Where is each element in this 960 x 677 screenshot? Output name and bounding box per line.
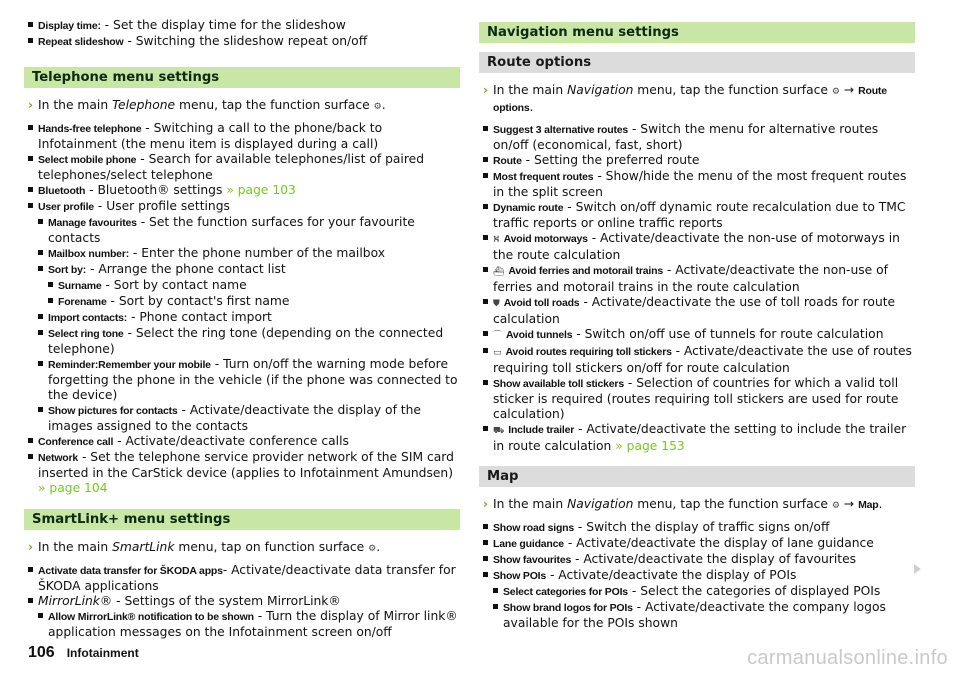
section-heading-telephone: Telephone menu settings xyxy=(24,67,460,88)
item-desc: - Set the display time for the slideshow xyxy=(100,18,346,32)
watermark: carmanualsonline.info xyxy=(747,647,948,669)
list-item xyxy=(483,376,915,422)
term: Route options xyxy=(493,85,887,114)
term: Sort by: xyxy=(48,264,87,276)
arrow-icon: → xyxy=(839,83,859,97)
list-item xyxy=(483,552,915,568)
term: Avoid tunnels xyxy=(505,329,573,341)
page-footer xyxy=(28,644,139,662)
list-item xyxy=(38,215,460,246)
term: Allow MirrorLink® notification to be shown xyxy=(48,611,254,623)
list-item xyxy=(28,18,460,34)
list-item xyxy=(483,169,915,200)
page-number: 106 xyxy=(28,644,55,661)
list-item xyxy=(483,295,915,327)
instr-text: In the main xyxy=(493,497,568,511)
term: Activate data transfer for ŠKODA apps xyxy=(38,565,223,577)
list-item xyxy=(483,327,915,344)
term: MirrorLink® xyxy=(38,594,113,608)
list-item xyxy=(28,563,460,594)
instruction-smartlink xyxy=(28,540,460,557)
list-item xyxy=(38,357,460,403)
list-item xyxy=(38,609,460,640)
continue-arrow-icon xyxy=(914,564,921,574)
list-item xyxy=(38,246,460,262)
list-item xyxy=(28,121,460,152)
item-desc: - Activate/deactivate conference calls xyxy=(113,434,349,448)
term: Avoid toll roads xyxy=(503,297,580,309)
term: Avoid ferries and motorail trains xyxy=(508,265,663,277)
term: Hands-free telephone xyxy=(38,123,142,135)
term: User profile xyxy=(38,201,94,213)
instr-text: In the main xyxy=(38,540,113,554)
item-desc: - Set the telephone service provider network of the SIM card inserted in the CarStick device (applies to Infotainment Amundsen) xyxy=(38,450,454,480)
item-desc: - Select the ring tone (depending on the connected telephone) xyxy=(48,326,444,356)
item-desc: - Bluetooth® settings xyxy=(85,183,227,197)
settings-gear-icon: ⚙ xyxy=(831,501,840,511)
list-item xyxy=(28,199,460,215)
item-desc: - Switch on/off dynamic route recalculation due to TMC traffic reports or online traffic reports xyxy=(493,200,906,230)
list-item xyxy=(38,403,460,434)
list-item xyxy=(28,450,460,496)
instr-text: menu, tap the function surface xyxy=(175,98,374,112)
chevron-right-icon: › xyxy=(483,83,489,97)
instr-menu-name: SmartLink xyxy=(112,540,175,554)
instr-text: In the main xyxy=(493,83,568,97)
page-link[interactable]: » page 103 xyxy=(226,183,296,197)
ferry-icon: ⛴ xyxy=(493,267,505,277)
item-desc: - Turn on/off the warning mode before forgetting the phone in the vehicle (if the phone was connected to the device) xyxy=(48,357,458,402)
list-item xyxy=(483,520,915,536)
term: Suggest 3 alternative routes xyxy=(493,124,629,136)
instr-menu-name: Telephone xyxy=(112,98,176,112)
toll-road-icon: ⛊ xyxy=(493,299,500,309)
instr-menu-name: Navigation xyxy=(567,83,634,97)
section-heading-route-options: Route options xyxy=(479,52,915,73)
item-desc: - Switch the menu for alternative routes on/off (economical, fast, short) xyxy=(493,122,879,152)
footer-section-title: Infotainment xyxy=(66,646,139,660)
section-heading-navigation: Navigation menu settings xyxy=(479,22,915,43)
list-item xyxy=(48,294,460,310)
term: Forename xyxy=(58,296,107,308)
settings-gear-icon: ⚙ xyxy=(368,544,377,554)
term: Show road signs xyxy=(493,522,575,534)
instr-text: menu, tap the function surface xyxy=(633,83,832,97)
instr-text: In the main xyxy=(38,98,113,112)
settings-gear-icon: ⚙ xyxy=(831,87,840,97)
item-desc: - Settings of the system MirrorLink® xyxy=(112,594,341,608)
list-item xyxy=(38,262,460,278)
term: Include trailer xyxy=(508,424,575,436)
instr-text: menu, tap on function surface xyxy=(174,540,369,554)
term-display-time: Display time: xyxy=(38,20,101,32)
instr-text: . xyxy=(878,497,883,511)
tunnel-icon: ⌒ xyxy=(493,331,503,341)
item-desc: - Switching a call to the phone/back to Infotainment (the menu item is displayed during a call) xyxy=(38,121,383,151)
right-column xyxy=(483,18,915,631)
item-desc: - Activate/deactivate data transfer for ŠKODA applications xyxy=(38,563,456,593)
settings-gear-icon: ⚙ xyxy=(373,102,382,112)
motorway-icon: ⛕ xyxy=(493,235,500,245)
chevron-right-icon: › xyxy=(483,497,489,511)
instr-text: . xyxy=(381,98,386,112)
item-desc: - Activate/deactivate the display of the images assigned to the contacts xyxy=(48,403,421,433)
item-desc: - Setting the preferred route xyxy=(521,153,700,167)
item-desc: - Select the categories of displayed POIs xyxy=(627,584,881,598)
item-desc: - Activate/deactivate the non-use of motorways in the route calculation xyxy=(493,231,900,262)
term: Surname xyxy=(58,280,102,292)
section-heading-map: Map xyxy=(479,466,915,487)
item-desc: - Search for available telephones/list of paired telephones/select telephone xyxy=(38,152,424,182)
term: Show brand logos for POIs xyxy=(503,602,633,614)
term: Bluetooth xyxy=(38,185,86,197)
term: Show pictures for contacts xyxy=(48,405,178,417)
list-item xyxy=(483,568,915,584)
trailer-icon: ⛟ xyxy=(493,426,505,436)
term: Select categories for POIs xyxy=(503,586,628,598)
instruction-telephone xyxy=(28,98,460,115)
list-item xyxy=(28,34,460,50)
item-desc: - Activate/deactivate the non-use of ferries and motorail trains in the route calculation xyxy=(493,263,888,294)
chevron-right-icon: › xyxy=(28,540,34,554)
term: Select ring tone xyxy=(48,328,124,340)
item-desc: - Switch the display of traffic signs on/off xyxy=(574,520,830,534)
term: Reminder:Remember your mobile xyxy=(48,359,211,371)
item-desc: - Activate/deactivate the setting to include the trailer in route calculation xyxy=(493,422,907,453)
item-desc: - Arrange the phone contact list xyxy=(86,262,286,276)
list-item xyxy=(493,600,915,631)
list-item xyxy=(28,152,460,183)
term: Map xyxy=(858,499,879,511)
list-item xyxy=(483,231,915,263)
item-desc: - Enter the phone number of the mailbox xyxy=(129,246,385,260)
term: Manage favourites xyxy=(48,217,137,229)
page-link[interactable]: » page 104 xyxy=(38,481,108,495)
term: Conference call xyxy=(38,436,114,448)
section-heading-smartlink: SmartLink+ menu settings xyxy=(24,509,460,530)
item-desc: - Switch on/off use of tunnels for route calculation xyxy=(572,327,884,341)
term: Show available toll stickers xyxy=(493,378,624,390)
item-desc: - Show/hide the menu of the most frequent routes in the split screen xyxy=(493,169,907,199)
item-desc: - Activate/deactivate the display of POIs xyxy=(546,568,797,582)
instr-text: . xyxy=(529,100,534,114)
item-desc: - Set the function surfaces for your favourite contacts xyxy=(48,215,415,245)
list-item xyxy=(493,584,915,600)
item-desc: - Selection of countries for which a valid toll sticker is required (routes requiring toll stickers are used for route calculation) xyxy=(493,376,899,421)
term: Select mobile phone xyxy=(38,154,137,166)
instruction-map xyxy=(483,497,915,514)
instr-text: menu, tap the function surface xyxy=(633,497,832,511)
item-desc: - Activate/deactivate the display of lane guidance xyxy=(563,536,874,550)
list-item xyxy=(48,278,460,294)
list-item xyxy=(28,183,460,199)
item-desc: - Activate/deactivate the company logos available for the POIs shown xyxy=(503,600,886,630)
item-desc: - Activate/deactivate the use of toll roads for route calculation xyxy=(493,295,896,326)
term: Route xyxy=(493,155,522,167)
left-column xyxy=(28,18,460,640)
chevron-right-icon: › xyxy=(28,98,34,112)
toll-sticker-icon: ▭ xyxy=(493,348,502,358)
arrow-icon: → xyxy=(839,497,859,511)
list-item xyxy=(483,122,915,153)
instruction-route xyxy=(483,83,915,116)
list-item xyxy=(483,344,915,376)
term: Import contacts: xyxy=(48,312,128,324)
term: Network xyxy=(38,452,79,464)
list-item xyxy=(38,310,460,326)
term: Show favourites xyxy=(493,554,572,566)
item-desc: - Turn the display of Mirror link® application messages on the Infotainment screen on/off xyxy=(48,609,458,639)
list-item xyxy=(483,263,915,295)
term: Lane guidance xyxy=(493,538,564,550)
item-desc: - Activate/deactivate the display of favourites xyxy=(571,552,857,566)
term-repeat-slideshow: Repeat slideshow xyxy=(38,36,124,48)
list-item xyxy=(483,200,915,231)
term: Dynamic route xyxy=(493,202,564,214)
item-desc: - Switching the slideshow repeat on/off xyxy=(123,34,368,48)
item-desc: - Phone contact import xyxy=(127,310,272,324)
list-item xyxy=(38,326,460,357)
instr-text: . xyxy=(376,540,381,554)
instr-menu-name: Navigation xyxy=(567,497,634,511)
item-desc: - Sort by contact's first name xyxy=(106,294,290,308)
item-desc: - Activate/deactivate the use of routes requiring toll stickers on/off for route calculation xyxy=(493,344,912,375)
list-item xyxy=(28,434,460,450)
term: Mailbox number: xyxy=(48,248,130,260)
term: Avoid routes requiring toll stickers xyxy=(505,346,672,358)
list-item xyxy=(483,422,915,454)
term: Show POIs xyxy=(493,570,547,582)
item-desc: - User profile settings xyxy=(93,199,230,213)
page-link[interactable]: » page 153 xyxy=(615,439,685,453)
term: Most frequent routes xyxy=(493,171,594,183)
list-item xyxy=(483,153,915,169)
list-item xyxy=(28,594,460,609)
item-desc: - Sort by contact name xyxy=(101,278,247,292)
list-item xyxy=(483,536,915,552)
term: Avoid motorways xyxy=(503,233,588,245)
